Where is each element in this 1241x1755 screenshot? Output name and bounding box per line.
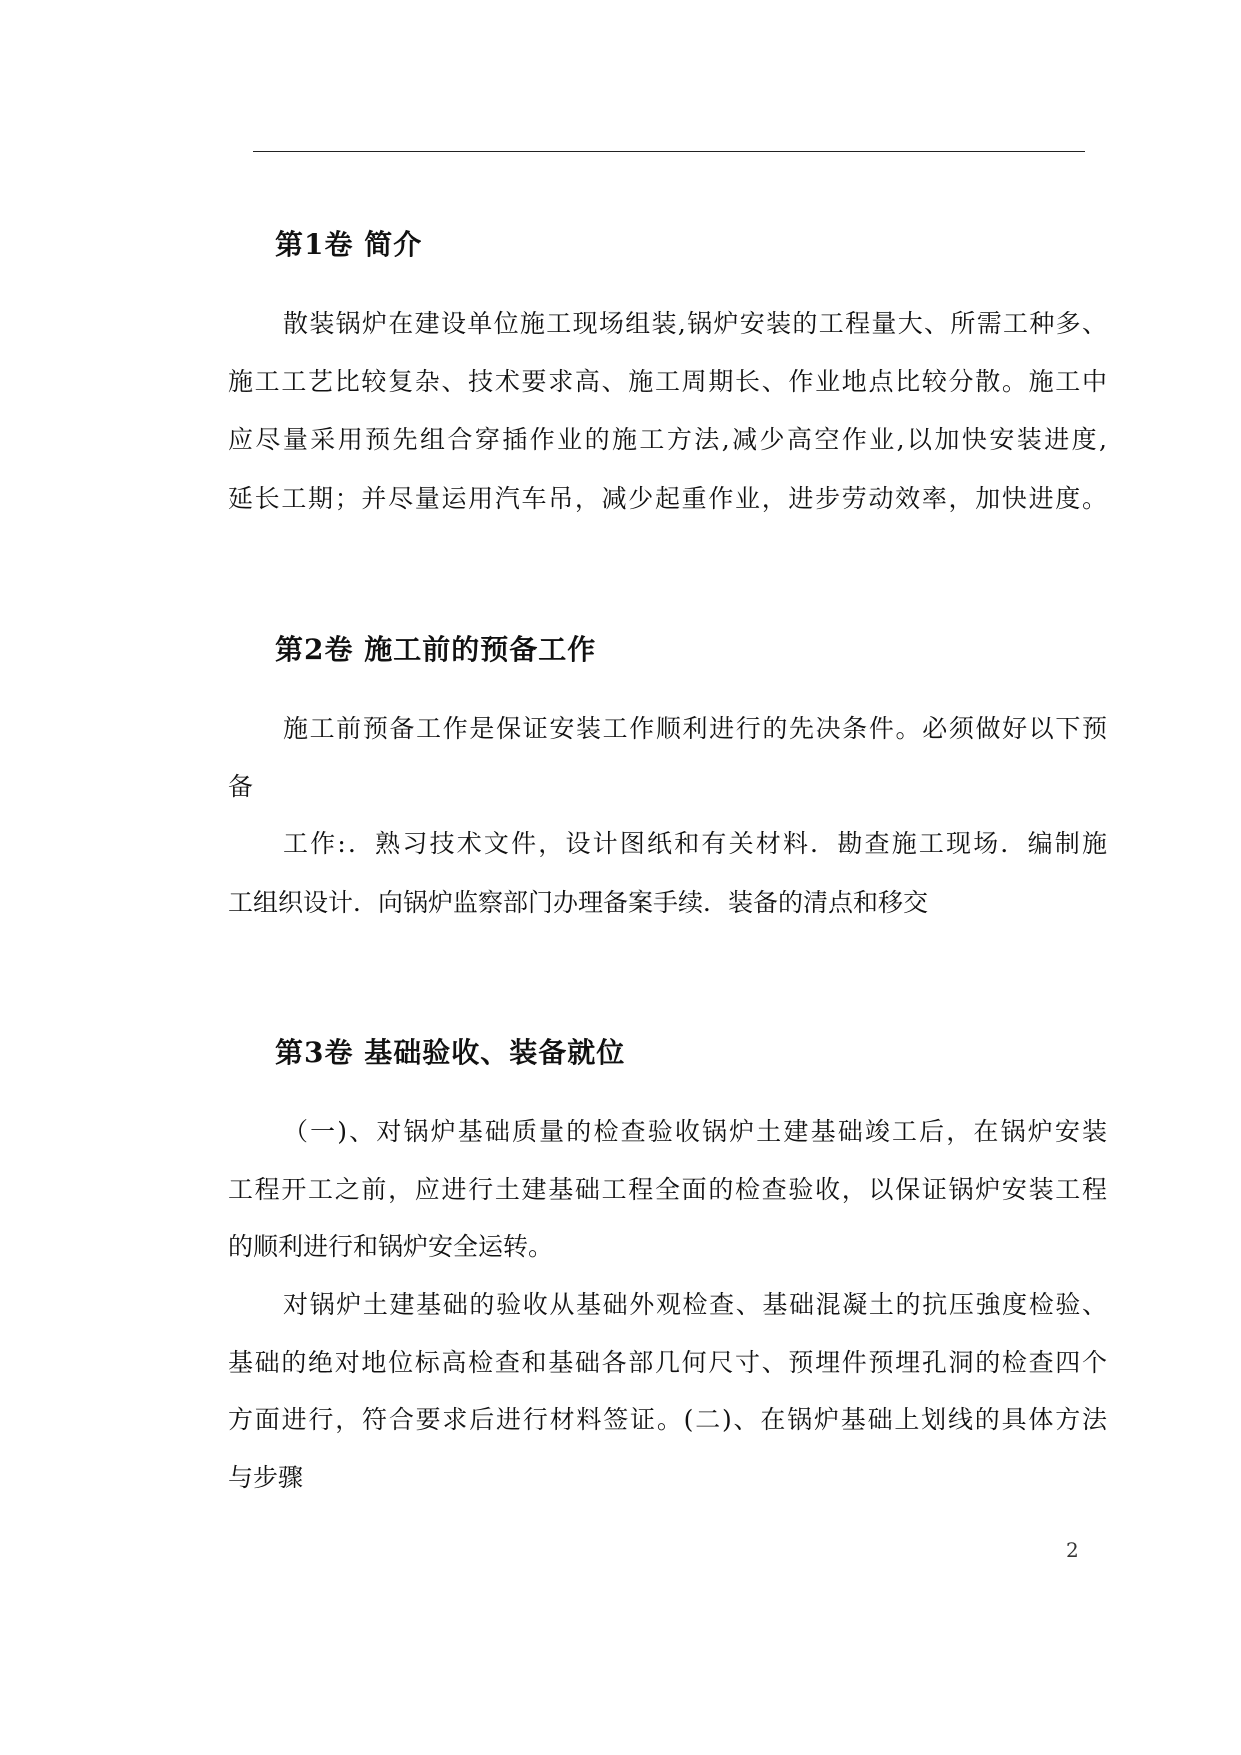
section-3-heading: 第3卷 基础验收、装备就位 [275,1036,626,1069]
header-rule [253,151,1085,152]
section-3-line-7: 与步骤 [228,1463,304,1492]
section-3-line-4: 对锅炉土建基础的验收从基础外观检查、基础混凝土的抗压強度检验、 [283,1290,1107,1319]
section-2-line-1: 施工前预备工作是保证安装工作顺利进行的先决条件。必须做好以下预 [283,714,1107,743]
page-number: 2 [1066,1538,1079,1562]
section-2-line-2: 备 [228,772,254,801]
section-2-heading: 第2卷 施工前的预备工作 [275,633,597,666]
section-1-heading: 第1卷 简介 [275,228,423,261]
section-2-line-3: 工作:．熟习技术文件，设计图纸和有关材料．勘查施工现场．编制施 [283,829,1107,858]
section-2-line-4: 工组织设计．向锅炉监察部门办理备案手续．装备的清点和移交 [228,888,929,917]
section-1-line-1: 散装锅炉在建设单位施工现场组装,锅炉安装的工程量大、所需工种多、 [283,309,1107,338]
section-1-line-2: 施工工艺比较复杂、技术要求高、施工周期长、作业地点比较分散。施工中 [228,367,1107,396]
section-1-line-4: 延长工期；并尽量运用汽车吊，减少起重作业，进步劳动效率，加快进度。 [228,484,1107,513]
section-3-line-6: 方面进行，符合要求后进行材料签证。(二)、在锅炉基础上划线的具体方法 [228,1405,1107,1434]
section-1-line-3: 应尽量采用预先组合穿插作业的施工方法,减少高空作业,以加快安装进度, [228,425,1107,454]
section-3-line-1: （一)、对锅炉基础质量的检查验收锅炉土建基础竣工后，在锅炉安装 [283,1117,1107,1146]
section-3-line-3: 的顺利进行和锅炉安全运转。 [228,1232,554,1261]
section-3-line-2: 工程开工之前，应进行土建基础工程全面的检查验收，以保证锅炉安装工程 [228,1175,1107,1204]
section-3-line-5: 基础的绝对地位标高检查和基础各部几何尺寸、预埋件预埋孔洞的检查四个 [228,1348,1107,1377]
